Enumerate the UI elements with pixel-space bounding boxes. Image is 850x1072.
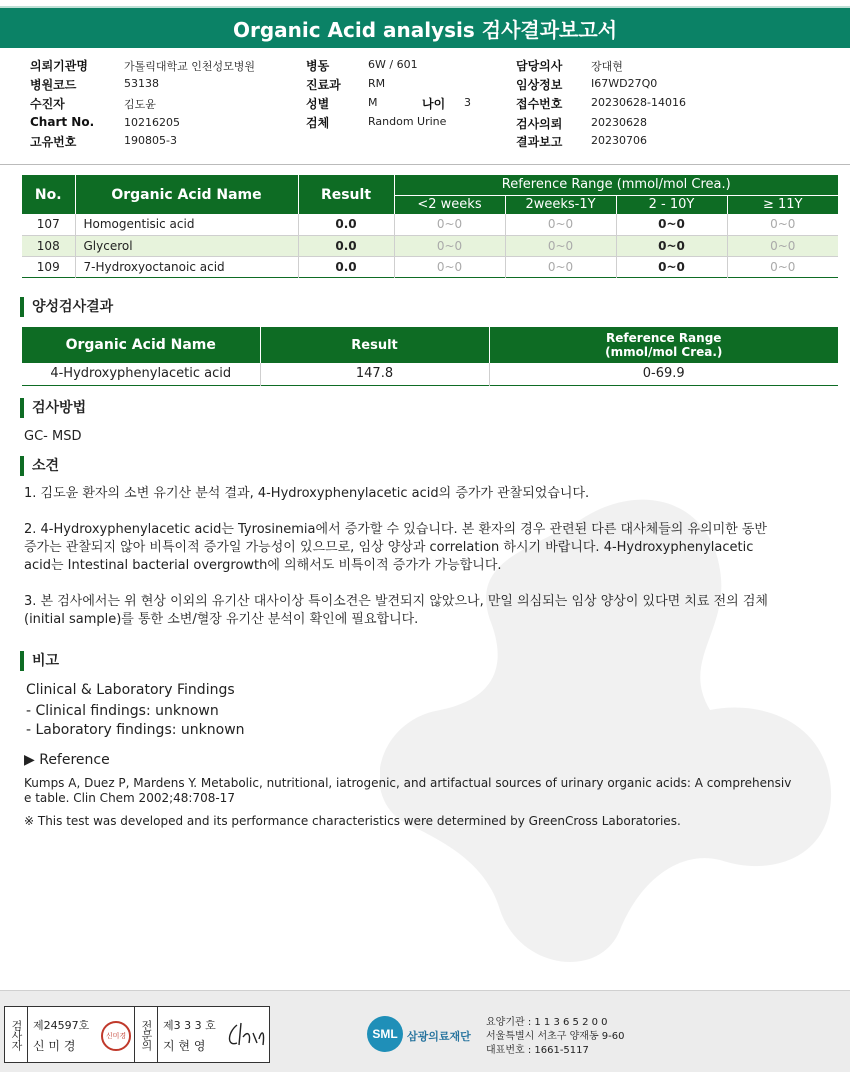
- sml-logo-name: 삼광의료재단: [407, 1030, 471, 1043]
- remarks-line1: Clinical & Laboratory Findings: [26, 682, 235, 698]
- reference-note: ※ This test was developed and its performance characteristics were determined by GreenCross Laboratories.: [24, 814, 681, 828]
- signature-box: [4, 1006, 270, 1063]
- col-header-result: Result: [298, 175, 394, 214]
- remarks-line2: - Clinical findings: unknown: [26, 703, 219, 719]
- footer-address: 서울특별시 서초구 양재동 9-60: [486, 1031, 625, 1042]
- info-label-accession-no: 접수번호: [516, 97, 563, 111]
- findings-p3-line2: (initial sample)를 통한 소변/혈장 유기산 분석이 확인에 필요합니다.: [24, 612, 419, 627]
- info-label-doctor: 담당의사: [516, 59, 563, 73]
- col-header-ref-under-2-weeks: <2 weeks: [394, 195, 505, 214]
- col-header-no: No.: [22, 175, 75, 214]
- specialist-signature: [225, 1019, 265, 1051]
- cell-result: 0.0: [298, 256, 394, 277]
- info-label-report-date: 결과보고: [516, 135, 563, 149]
- info-value-department: RM: [368, 77, 386, 90]
- specialist-label: 전문의: [134, 1007, 158, 1062]
- cell-name: Glycerol: [75, 235, 298, 256]
- cell-positive-result: 147.8: [260, 363, 489, 385]
- table-row: [22, 256, 838, 277]
- reference-line1: Kumps A, Duez P, Mardens Y. Metabolic, nutritional, iatrogenic, and artifactual sources of urinary organic acids: A comprehensiv: [24, 776, 792, 790]
- section-title-remarks: 비고: [20, 651, 59, 671]
- cell-ref-4: 0~0: [770, 238, 796, 253]
- info-value-hospital-code: 53138: [124, 77, 159, 90]
- cell-ref-3: 0~0: [616, 256, 727, 277]
- specialist-name: 지 현 영: [163, 1039, 206, 1053]
- col-header-ref-11y-plus: ≥ 11Y: [727, 195, 838, 214]
- info-label-age: 나이: [422, 97, 446, 111]
- col-header-ref-2weeks-1y: 2weeks-1Y: [505, 195, 616, 214]
- method-text: GC- MSD: [24, 429, 82, 444]
- info-value-clinical-info: I67WD27Q0: [591, 77, 658, 90]
- info-value-accession-no: 20230628-14016: [591, 96, 686, 109]
- info-value-report-date: 20230706: [591, 134, 647, 147]
- info-label-unique-no: 고유번호: [30, 135, 77, 149]
- cell-ref-2: 0~0: [505, 235, 616, 256]
- section-title-method: 검사방법: [20, 398, 86, 418]
- info-label-request-date: 검사의뢰: [516, 117, 563, 131]
- col-header-ref-2-10y: 2 - 10Y: [616, 195, 727, 214]
- findings-p2-line3: acid는 Intestinal bacterial overgrowth에 의해서도 비특이적 증가가 가능합니다.: [24, 558, 502, 573]
- info-value-ward: 6W / 601: [368, 58, 418, 71]
- sml-logo: [367, 1016, 479, 1054]
- specialist-license-no: 제3 3 3 호: [163, 1019, 216, 1032]
- tester-name: 신 미 경: [33, 1039, 76, 1053]
- cell-no: 107: [22, 214, 75, 235]
- info-label-patient: 수진자: [30, 97, 65, 111]
- info-label-hospital-code: 병원코드: [30, 78, 77, 92]
- col-header-positive-ref-line1: Reference Range: [606, 331, 722, 345]
- section-title-findings: 소견: [20, 456, 59, 476]
- section-title-positive: 양성검사결과: [20, 297, 113, 317]
- cell-ref-3: 0~0: [616, 235, 727, 256]
- findings-p2-line2: 증가는 관찰되지 않아 비특이적 증가일 가능성이 있으므로, 임상 양상과 correlation 하시기 바랍니다. 4-Hydroxyphenylacetic: [24, 540, 754, 555]
- col-header-reference: Reference Range (mmol/mol Crea.): [394, 175, 838, 195]
- remarks-line3: - Laboratory findings: unknown: [26, 722, 245, 738]
- cell-no: 108: [22, 235, 75, 256]
- info-value-doctor: 장대현: [591, 60, 623, 73]
- cell-ref-1: 0~0: [394, 235, 505, 256]
- footer-contact: [486, 1016, 625, 1058]
- info-value-hospital: 가톨릭대학교 인천성모병원: [124, 60, 256, 73]
- findings-p3-line1: 3. 본 검사에서는 위 현상 이외의 유기산 대사이상 특이소견은 발견되지 않았으나, 만일 의심되는 임상 양상이 있다면 치료 전의 검체: [24, 594, 768, 609]
- info-value-unique-no: 190805-3: [124, 134, 177, 147]
- col-header-positive-name: Organic Acid Name: [22, 327, 260, 363]
- col-header-name: Organic Acid Name: [75, 175, 298, 214]
- info-label-ward: 병동: [306, 59, 330, 73]
- info-block: [30, 57, 850, 157]
- positive-table: [22, 327, 838, 386]
- cell-ref-1: 0~0: [394, 256, 505, 277]
- cell-no: 109: [22, 256, 75, 277]
- reference-label: ▶ Reference: [24, 752, 110, 768]
- col-header-positive-ref: [489, 327, 838, 363]
- cell-result: 0.0: [298, 235, 394, 256]
- cell-positive-name: 4-Hydroxyphenylacetic acid: [22, 363, 260, 385]
- findings-p1: 1. 김도윤 환자의 소변 유기산 분석 결과, 4-Hydroxyphenylacetic acid의 증가가 관찰되었습니다.: [24, 486, 590, 501]
- cell-ref-4: 0~0: [770, 217, 796, 232]
- tester-label: 검사자: [5, 1007, 28, 1062]
- info-value-chart-no: 10216205: [124, 116, 180, 129]
- cell-ref-4: 0~0: [770, 259, 796, 274]
- cell-result: 0.0: [298, 214, 394, 235]
- info-label-department: 진료과: [306, 78, 341, 92]
- info-label-hospital: 의뢰기관명: [30, 59, 88, 73]
- tester-license-no: 제24597호: [33, 1019, 90, 1032]
- info-divider: [0, 164, 850, 165]
- cell-positive-ref: 0-69.9: [642, 366, 685, 382]
- page-title: Organic Acid analysis 검사결과보고서: [0, 8, 850, 48]
- sml-logo-mark: SML: [367, 1016, 403, 1052]
- col-header-positive-result: Result: [260, 327, 489, 363]
- info-label-specimen: 검체: [306, 116, 330, 130]
- results-table: [22, 175, 838, 278]
- info-value-specimen: Random Urine: [368, 115, 447, 128]
- cell-name: 7-Hydroxyoctanoic acid: [75, 256, 298, 277]
- cell-ref-2: 0~0: [505, 256, 616, 277]
- findings-p2-line1: 2. 4-Hydroxyphenylacetic acid는 Tyrosinemia에서 증가할 수 있습니다. 본 환자의 경우 관련된 다른 대사체들의 유의미한 동반: [24, 522, 767, 537]
- info-value-sex: M: [368, 96, 378, 109]
- reference-line2: e table. Clin Chem 2002;48:708-17: [24, 791, 235, 805]
- cell-name: Homogentisic acid: [75, 214, 298, 235]
- col-header-positive-ref-line2: (mmol/mol Crea.): [605, 345, 723, 359]
- footer-institution-code: 요양기관 : 1 1 3 6 5 2 0 0: [486, 1017, 608, 1028]
- info-value-request-date: 20230628: [591, 116, 647, 129]
- cell-ref-3: 0~0: [616, 214, 727, 235]
- info-value-age: 3: [464, 96, 471, 109]
- watermark-logo: [380, 460, 850, 980]
- table-row: [22, 235, 838, 256]
- info-label-clinical-info: 임상정보: [516, 78, 563, 92]
- footer-phone: 대표번호 : 1661-5117: [486, 1045, 589, 1056]
- table-row: [22, 214, 838, 235]
- info-label-sex: 성별: [306, 97, 330, 111]
- tester-seal: 신미경: [101, 1021, 131, 1051]
- info-value-patient: 김도윤: [124, 98, 156, 111]
- info-label-chart-no: Chart No.: [30, 115, 95, 129]
- cell-ref-2: 0~0: [505, 214, 616, 235]
- table-row: [22, 363, 838, 385]
- cell-ref-1: 0~0: [394, 214, 505, 235]
